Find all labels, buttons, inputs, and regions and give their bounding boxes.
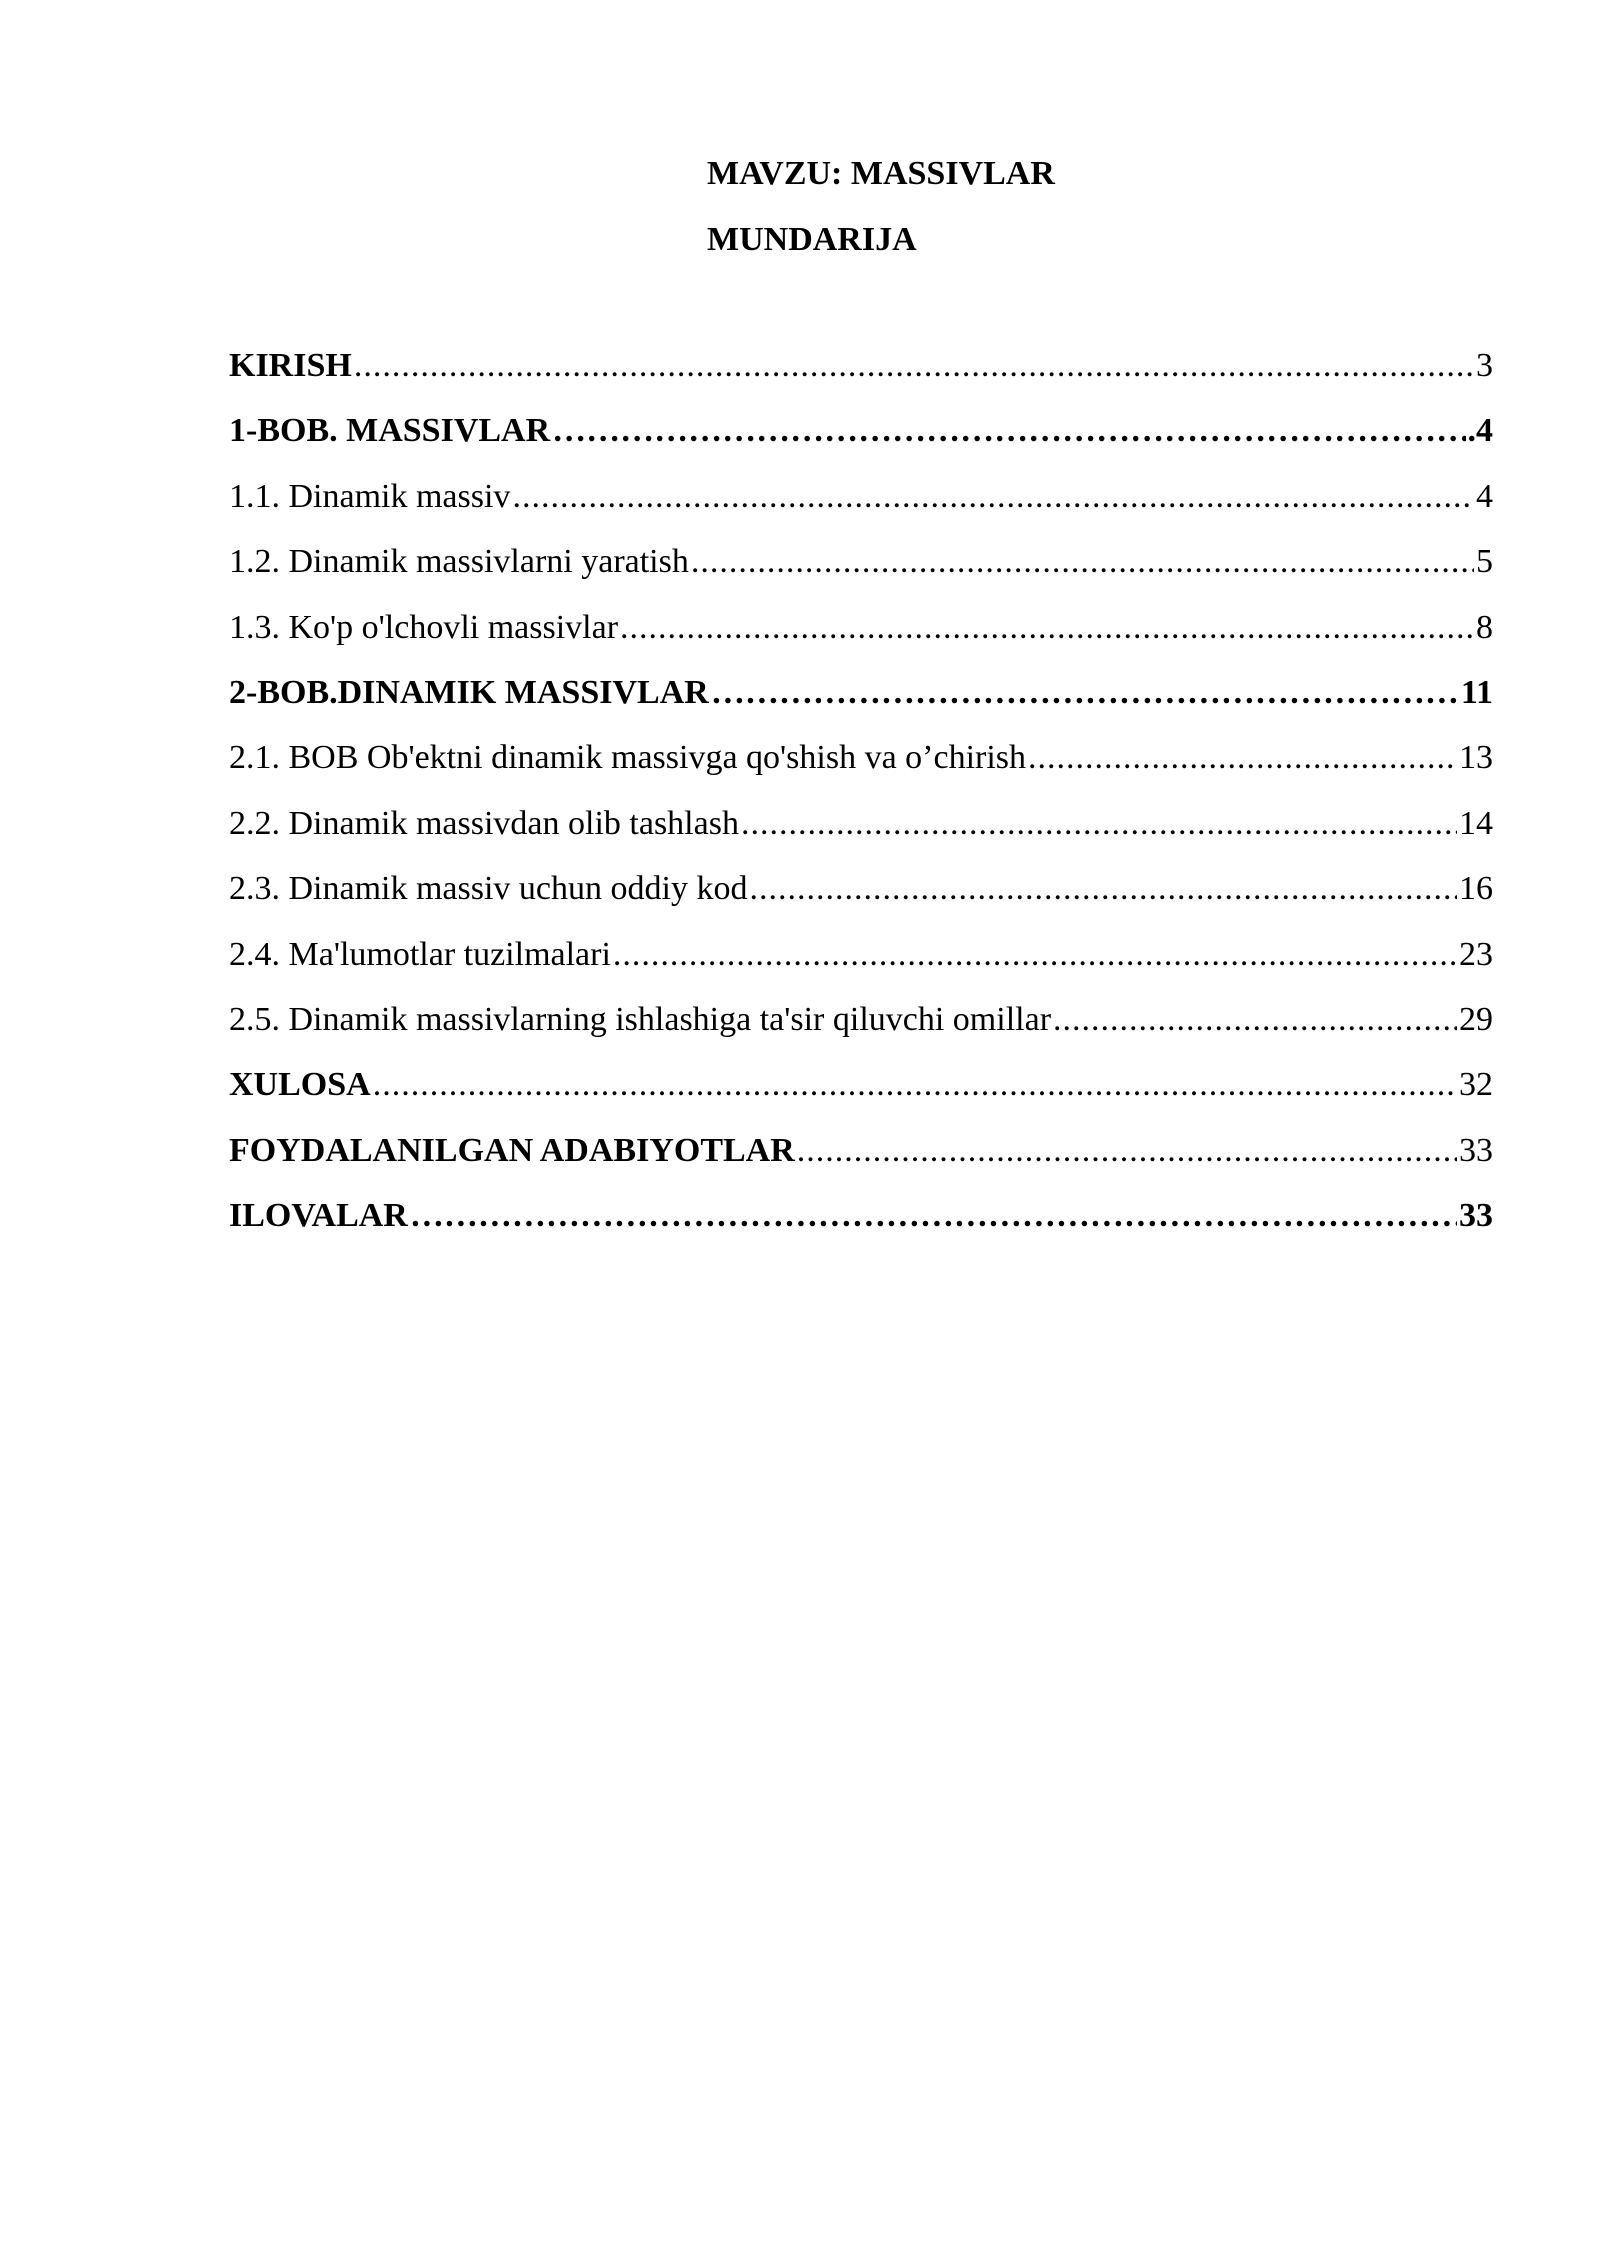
- toc-dot-leader: [741, 804, 1457, 844]
- toc-entry-page: 4: [1476, 477, 1493, 515]
- toc-entry-label: KIRISH: [229, 347, 352, 384]
- toc-entry-label: 1.1. Dinamik massiv: [229, 477, 511, 515]
- toc-entry-1-2: [229, 542, 1493, 607]
- toc-entry-page: 32: [1459, 1066, 1493, 1104]
- toc-dot-leader: [620, 608, 1474, 648]
- toc-entry-page: 13: [1459, 739, 1493, 777]
- toc-entry-page: 33: [1459, 1197, 1493, 1235]
- toc-entry-page: 5: [1476, 543, 1493, 581]
- toc-entry-label: 2.1. BOB Ob'ektni dinamik massivga qo'shish va o’chirish: [229, 739, 1027, 777]
- toc-entry-chapter-2: [229, 673, 1493, 738]
- toc-dot-leader: [613, 935, 1457, 975]
- toc-entry-page: 11: [1460, 673, 1493, 711]
- toc-entry-xulosa: [229, 1065, 1493, 1130]
- toc-entry-label: 2.2. Dinamik massivdan olib tashlash: [229, 804, 739, 842]
- toc-entry-1-1: [229, 477, 1493, 542]
- toc-entry-1-3: [229, 608, 1493, 673]
- toc-entry-kirish: [229, 346, 1493, 411]
- toc-entry-label: 1.3. Ko'p o'lchovli massivlar: [229, 608, 619, 646]
- table-of-contents: [229, 346, 1493, 1261]
- toc-dot-leader: [373, 1065, 1457, 1105]
- toc-entry-chapter-1: [229, 411, 1493, 476]
- toc-entry-page: 8: [1476, 608, 1493, 646]
- toc-entry-page: 23: [1459, 935, 1493, 973]
- toc-dot-leader: [410, 1196, 1457, 1236]
- toc-entry-label: 1-BOB. MASSIVLAR: [229, 412, 551, 450]
- toc-entry-2-3: [229, 869, 1493, 934]
- toc-dot-leader: [749, 869, 1457, 909]
- toc-entry-2-1: [229, 738, 1493, 803]
- toc-entry-label: ILOVALAR: [229, 1197, 408, 1235]
- toc-entry-page: 33: [1459, 1131, 1493, 1169]
- toc-entry-adabiyotlar: [229, 1131, 1493, 1196]
- toc-dot-leader: [711, 673, 1459, 713]
- toc-dot-leader: [512, 477, 1474, 517]
- toc-entry-page: 3: [1476, 347, 1493, 384]
- toc-entry-label: 2.4. Ma'lumotlar tuzilmalari: [229, 935, 611, 973]
- toc-dot-leader: [552, 411, 1465, 451]
- toc-entry-2-2: [229, 804, 1493, 869]
- toc-entry-label: XULOSA: [229, 1066, 371, 1104]
- toc-entry-page: 14: [1459, 804, 1493, 842]
- toc-entry-page: .4: [1467, 412, 1493, 450]
- toc-entry-label: 1.2. Dinamik massivlarni yaratish: [229, 543, 689, 581]
- toc-entry-label: 2.5. Dinamik massivlarning ishlashiga ta'sir qiluvchi omillar: [229, 1000, 1052, 1038]
- toc-dot-leader: [354, 346, 1474, 386]
- document-title: MAVZU: MASSIVLAR: [707, 155, 1055, 192]
- toc-dot-leader: [1053, 1000, 1457, 1040]
- toc-dot-leader: [797, 1131, 1457, 1171]
- toc-entry-label: FOYDALANILGAN ADABIYOTLAR: [229, 1131, 795, 1169]
- toc-heading: MUNDARIJA: [707, 221, 917, 258]
- toc-entry-label: 2.3. Dinamik massiv uchun oddiy kod: [229, 870, 748, 908]
- toc-dot-leader: [1028, 738, 1457, 778]
- toc-entry-2-4: [229, 935, 1493, 1000]
- toc-entry-page: 29: [1459, 1000, 1493, 1038]
- toc-entry-2-5: [229, 1000, 1493, 1065]
- toc-entry-label: 2-BOB.DINAMIK MASSIVLAR: [229, 673, 709, 711]
- toc-entry-ilovalar: [229, 1196, 1493, 1261]
- toc-dot-leader: [691, 542, 1474, 582]
- toc-entry-page: 16: [1459, 870, 1493, 908]
